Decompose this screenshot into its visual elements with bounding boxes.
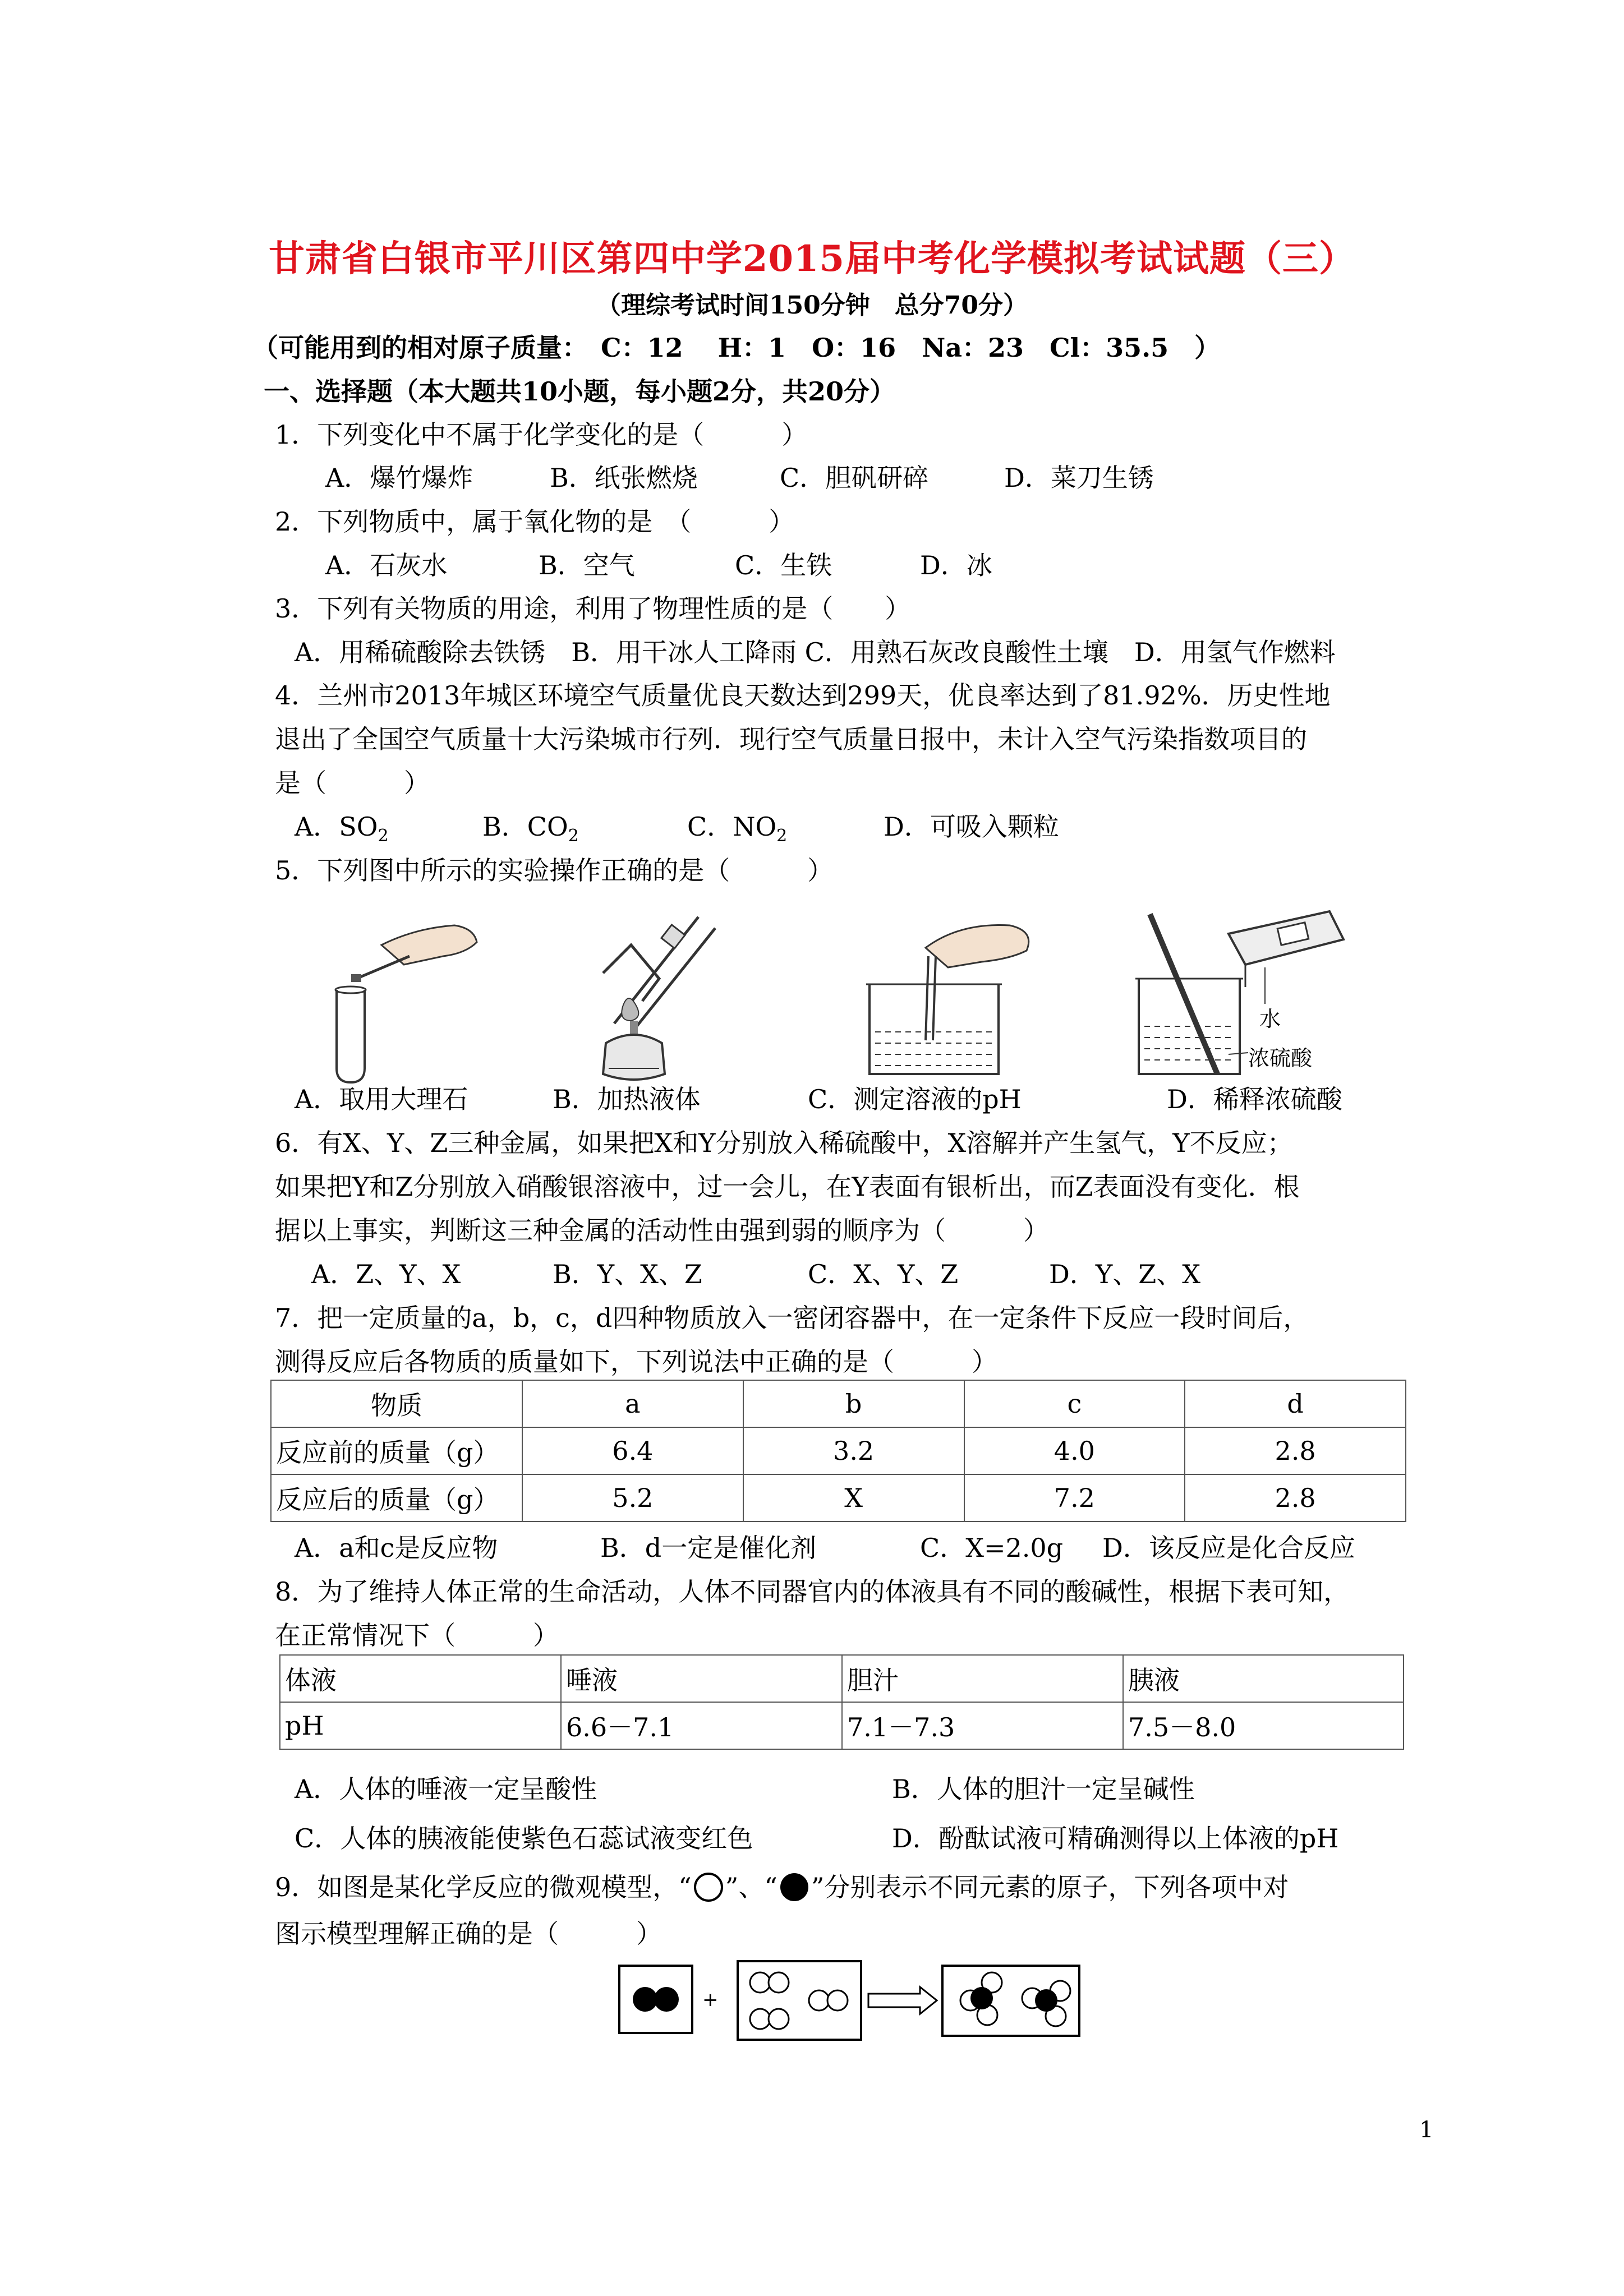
table-cell: 2.8 [1185,1474,1406,1522]
table-cell: 7.1－7.3 [842,1702,1123,1749]
q5-option-c: C．测定溶液的pH [808,1084,1022,1114]
q6-option-b: B．Y、X、Z [553,1259,702,1289]
q6-line-2: 如果把Y和Z分别放入硝酸银溶液中，过一会儿，在Y表面有银析出，而Z表面没有变化．根 [275,1172,1300,1202]
table-cell: 胆汁 [842,1655,1123,1702]
q9-stem-part-3: ”分别表示不同元素的原子，下列各项中对 [811,1872,1289,1902]
table-cell: 6.6－7.1 [561,1702,842,1749]
q1-option-c: C．胆矾研碎 [780,463,929,493]
table-row [271,1380,1406,1427]
q1-option-d: D．菜刀生锈 [1004,463,1154,493]
exam-subtitle: （理综考试时间150分钟 总分70分） [596,291,1028,320]
q9-stem-part-2: ”、“ [725,1872,778,1902]
q5-option-b: B．加热液体 [553,1084,701,1114]
atomic-masses: （可能用到的相对原子质量： C：12 H：1 O：16 Na：23 Cl：35.5 ） [252,333,1221,363]
lab-figure-d [1133,906,1402,1085]
q6-option-d: D．Y、Z、X [1049,1259,1200,1289]
reaction-model-diagram [617,1960,1083,2044]
white-atom-icon [692,1870,725,1904]
q1-stem: 1．下列变化中不属于化学变化的是（ ） [275,419,808,450]
q7-option-c: C．X=2.0g [920,1533,1064,1563]
q6-line-3: 据以上事实，判断这三种金属的活动性由强到弱的顺序为（ ） [275,1215,1049,1246]
q8-option-b: B．人体的胆汁一定呈碱性 [892,1774,1195,1804]
q2-option-c: C．生铁 [735,550,832,580]
q4-line-3: 是（ ） [275,768,430,798]
table-cell: 反应后的质量（g） [271,1474,522,1522]
exam-title: 甘肃省白银市平川区第四中学2015届中考化学模拟考试试题（三） [268,238,1356,280]
q3-stem: 3．下列有关物质的用途，利用了物理性质的是（ ） [275,593,911,624]
q5-stem: 5．下列图中所示的实验操作正确的是（ ） [275,855,834,886]
table-header-cell: d [1185,1380,1406,1427]
table-row [280,1655,1404,1702]
q7-option-d: D．该反应是化合反应 [1102,1533,1355,1563]
q4-line-1: 4．兰州市2013年城区环境空气质量优良天数达到299天，优良率达到了81.92%．历史性地 [275,680,1331,711]
table-row [271,1474,1406,1522]
table-cell: 7.2 [964,1474,1185,1522]
table-header-cell: a [522,1380,743,1427]
label-water: 水 [1259,1007,1281,1031]
label-acid: 浓硫酸 [1248,1046,1313,1071]
section1-heading: 一、选择题（本大题共10小题，每小题2分，共20分） [264,376,896,407]
q6-option-a: A．Z、Y、X [311,1259,461,1289]
table-row [280,1702,1404,1749]
q4-option-b: B．$CO_2$ [482,812,579,846]
table-header-cell: c [964,1380,1185,1427]
q2-stem: 2．下列物质中，属于氧化物的是 （ ） [275,506,795,537]
table-cell: 7.5－8.0 [1123,1702,1404,1749]
table-cell: X [743,1474,964,1522]
q7-line-2: 测得反应后各物质的质量如下，下列说法中正确的是（ ） [275,1347,997,1377]
q8-line-2: 在正常情况下（ ） [275,1620,559,1650]
table-cell: pH [280,1702,561,1749]
table-cell: 唾液 [561,1655,842,1702]
table-cell: 5.2 [522,1474,743,1522]
q2-option-a: A．石灰水 [325,550,448,580]
q8-option-d: D．酚酞试液可精确测得以上体液的pH [892,1823,1339,1854]
q6-option-c: C．X、Y、Z [808,1259,959,1289]
table-cell: 3.2 [743,1427,964,1474]
q4-option-a: A．$SO_2$ [295,812,389,846]
q1-option-b: B．纸张燃烧 [550,463,698,493]
q8-option-c: C．人体的胰液能使紫色石蕊试液变红色 [295,1823,753,1854]
table-cell: 反应前的质量（g） [271,1427,522,1474]
q8-line-1: 8．为了维持人体正常的生命活动，人体不同器官内的体液具有不同的酸碱性，根据下表可知， [275,1576,1350,1607]
table-cell: 6.4 [522,1427,743,1474]
table-header-cell: b [743,1380,964,1427]
q7-option-b: B．d一定是催化剂 [600,1533,817,1563]
plus-sign: + [702,1989,719,2011]
q3-options: A．用稀硫酸除去铁锈 B．用干冰人工降雨 C．用熟石灰改良酸性土壤 D．用氢气作燃料 [295,637,1336,667]
q5-option-a: A．取用大理石 [295,1084,468,1114]
lab-figure-a [314,911,482,1085]
q9-stem-part-1: 9．如图是某化学反应的微观模型，“ [275,1872,692,1902]
q4-line-2: 退出了全国空气质量十大污染城市行列．现行空气质量日报中，未计入空气污染指数项目的 [275,724,1307,754]
q6-line-1: 6．有X、Y、Z三种金属，如果把X和Y分别放入稀硫酸中，X溶解并产生氢气，Y不反应； [275,1128,1293,1158]
lab-figure-c [858,906,1038,1085]
q9-stem [275,1870,1289,1904]
table-header-cell: 物质 [271,1380,522,1427]
q4-option-d: D．可吸入颗粒 [884,812,1059,842]
q1-option-a: A．爆竹爆炸 [325,463,473,493]
q8-ph-table [279,1654,1404,1750]
q7-mass-table [270,1380,1406,1522]
table-cell: 2.8 [1185,1427,1406,1474]
table-cell: 4.0 [964,1427,1185,1474]
page-number: 1 [1419,2117,1434,2143]
table-cell: 胰液 [1123,1655,1404,1702]
q8-option-a: A．人体的唾液一定呈酸性 [295,1774,597,1804]
q5-option-d: D．稀释浓硫酸 [1167,1084,1342,1114]
q9-line-2: 图示模型理解正确的是（ ） [275,1919,662,1949]
q7-option-a: A．a和c是反应物 [295,1533,498,1563]
table-cell: 体液 [280,1655,561,1702]
q2-option-d: D．冰 [920,550,992,580]
q4-option-c: C．$NO_2$ [687,812,788,846]
table-row [271,1427,1406,1474]
black-atom-icon [778,1870,811,1904]
lab-figure-b [553,906,732,1085]
q2-option-b: B．空气 [539,550,635,580]
q7-line-1: 7．把一定质量的a，b，c，d四种物质放入一密闭容器中，在一定条件下反应一段时间后， [275,1303,1309,1333]
